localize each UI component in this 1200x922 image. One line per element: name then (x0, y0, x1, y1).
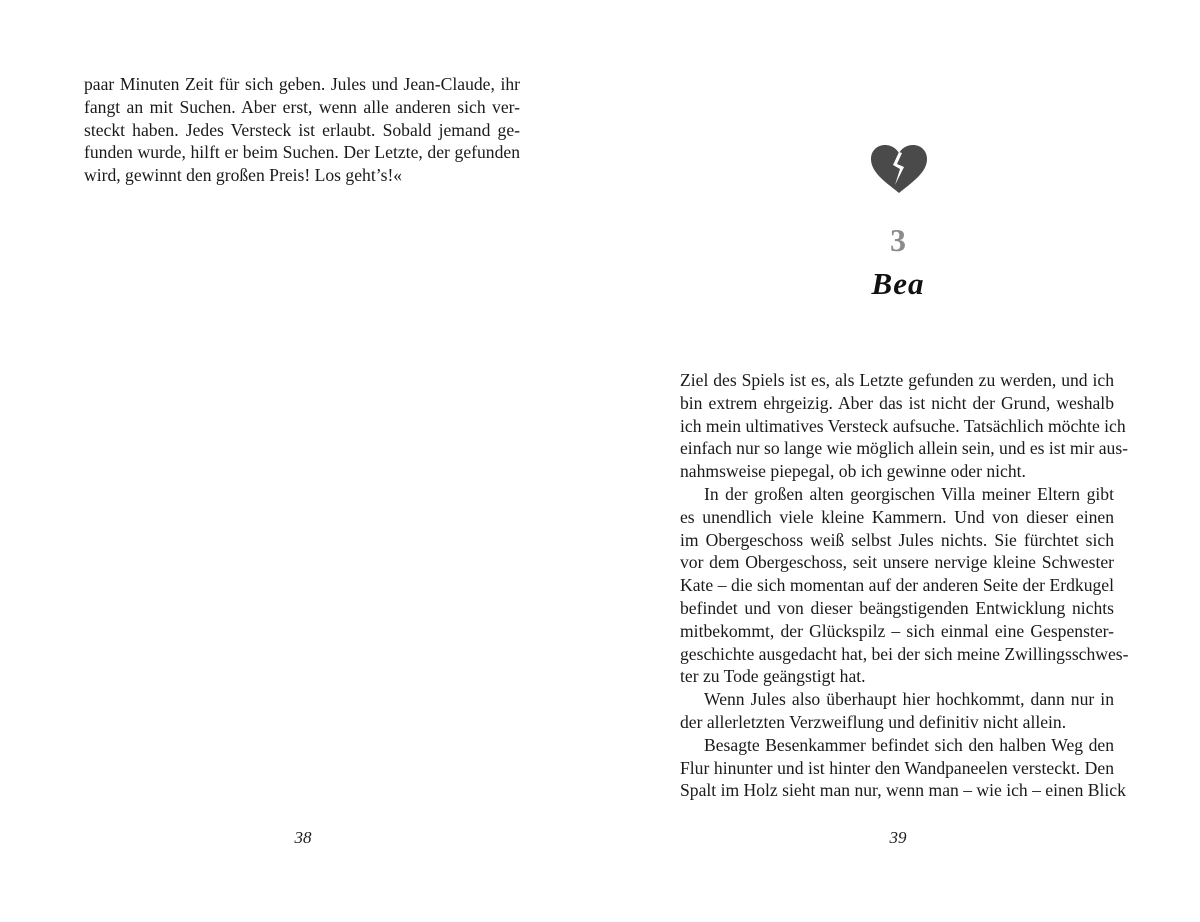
text-line: befindet und von dieser beängstigenden Entwicklung nichts (680, 597, 1114, 618)
text-line: mitbekommt, der Glückspilz – sich einmal eine Gespenster- (680, 620, 1114, 641)
text-line: In der großen alten georgischen Villa meiner Eltern gibt (704, 483, 1114, 504)
chapter-number: 3 (890, 222, 906, 258)
chapter-title: Bea (871, 266, 925, 301)
text-line: ter zu Tode geängstigt hat. (680, 666, 866, 687)
text-line: fangt an mit Suchen. Aber erst, wenn alle anderen sich ver- (84, 96, 520, 117)
text-line: Ziel des Spiels ist es, als Letzte gefunden zu werden, und ich (680, 370, 1114, 390)
text-line: im Obergeschoss weiß selbst Jules nichts. Sie fürchtet sich (680, 529, 1114, 550)
broken-heart-icon (869, 143, 929, 195)
text-line: wird, gewinnt den großen Preis! Los geht’s!« (84, 165, 403, 186)
text-line: steckt haben. Jedes Versteck ist erlaubt. Sobald jemand ge- (84, 119, 520, 140)
right-page (600, 0, 1200, 922)
text-line: geschichte ausgedacht hat, bei der sich meine Zwillingsschwes- (680, 643, 1129, 664)
text-line: ich mein ultimatives Versteck aufsuche. Tatsächlich möchte ich (680, 415, 1126, 436)
text-line: Flur hinunter und ist hinter den Wandpaneelen versteckt. Den (680, 757, 1114, 778)
page-number-left: 38 (294, 828, 312, 847)
text-line: einfach nur so lange wie möglich allein sein, und es ist mir aus- (680, 438, 1129, 459)
text-line: es unendlich viele kleine Kammern. Und von dieser einen (680, 506, 1114, 527)
text-line: Kate – die sich momentan auf der anderen Seite der Erdkugel (680, 575, 1114, 596)
page-number-right: 39 (889, 828, 907, 847)
text-line: bin extrem ehrgeizig. Aber das ist nicht der Grund, weshalb (680, 392, 1114, 413)
text-line: paar Minuten Zeit für sich geben. Jules und Jean-Claude, ihr (84, 74, 520, 94)
text-line: Wenn Jules also überhaupt hier hochkommt, dann nur in (704, 689, 1114, 710)
left-page-text (84, 73, 520, 187)
text-line: vor dem Obergeschoss, seit unsere nervige kleine Schwester (680, 552, 1114, 573)
text-line: nahmsweise piepegal, ob ich gewinne oder nicht. (680, 461, 1026, 482)
text-line: funden wurde, hilft er beim Suchen. Der Letzte, der gefunden (84, 142, 520, 163)
right-page-text (680, 369, 1129, 802)
text-line: Besagte Besenkammer befindet sich den halben Weg den (704, 734, 1114, 755)
text-line: der allerletzten Verzweiflung und definitiv nicht allein. (680, 711, 1067, 732)
text-line: Spalt im Holz sieht man nur, wenn man – wie ich – einen Blick (680, 780, 1126, 801)
